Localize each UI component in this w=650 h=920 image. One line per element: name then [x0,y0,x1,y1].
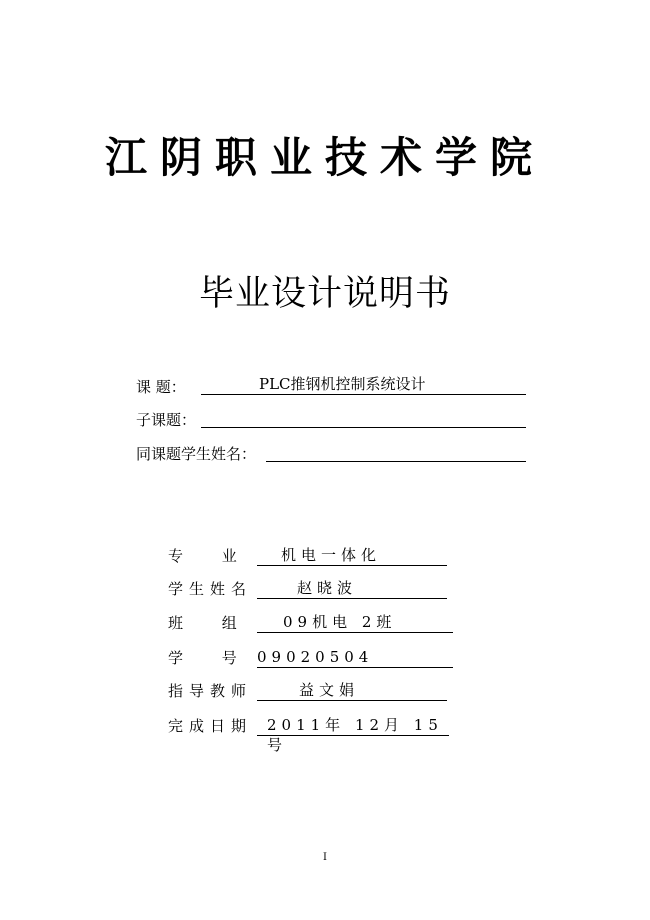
completion-date-value: 2011年 12月 15号 [267,716,443,754]
classmates-label: 同课题学生姓名： [136,445,257,463]
advisor-field [257,680,447,701]
advisor-label: 指导教师 [168,682,253,700]
student-name-label: 学生姓名 [168,580,253,598]
student-name-field [257,578,447,599]
document-title: 毕业设计说明书 [198,274,451,314]
classmates-field [266,441,526,462]
topic-value: PLC推钢机控制系统设计 [259,375,426,393]
advisor-value: 益文娟 [299,681,360,699]
topic-field [201,374,526,395]
major-label: 专 业 [168,547,243,565]
major-field [257,545,447,566]
completion-date-field [257,715,449,754]
school-name: 江阴职业技术学院 [104,133,545,182]
completion-date-label: 完成日期 [168,717,253,735]
student-id-label: 学 号 [168,649,243,667]
student-id-value: 09020504 [257,648,374,666]
subtopic-field [201,407,526,428]
subtopic-label: 子课题： [136,411,197,429]
class-label: 班 组 [168,614,243,632]
class-field [257,612,453,633]
topic-label: 课 题： [136,378,186,396]
class-value: 09机电 2班 [283,613,397,631]
major-value: 机电一体化 [281,546,382,564]
student-id-field [257,647,453,668]
page-number: I [323,852,327,863]
student-name-value: 赵晓波 [297,579,358,597]
